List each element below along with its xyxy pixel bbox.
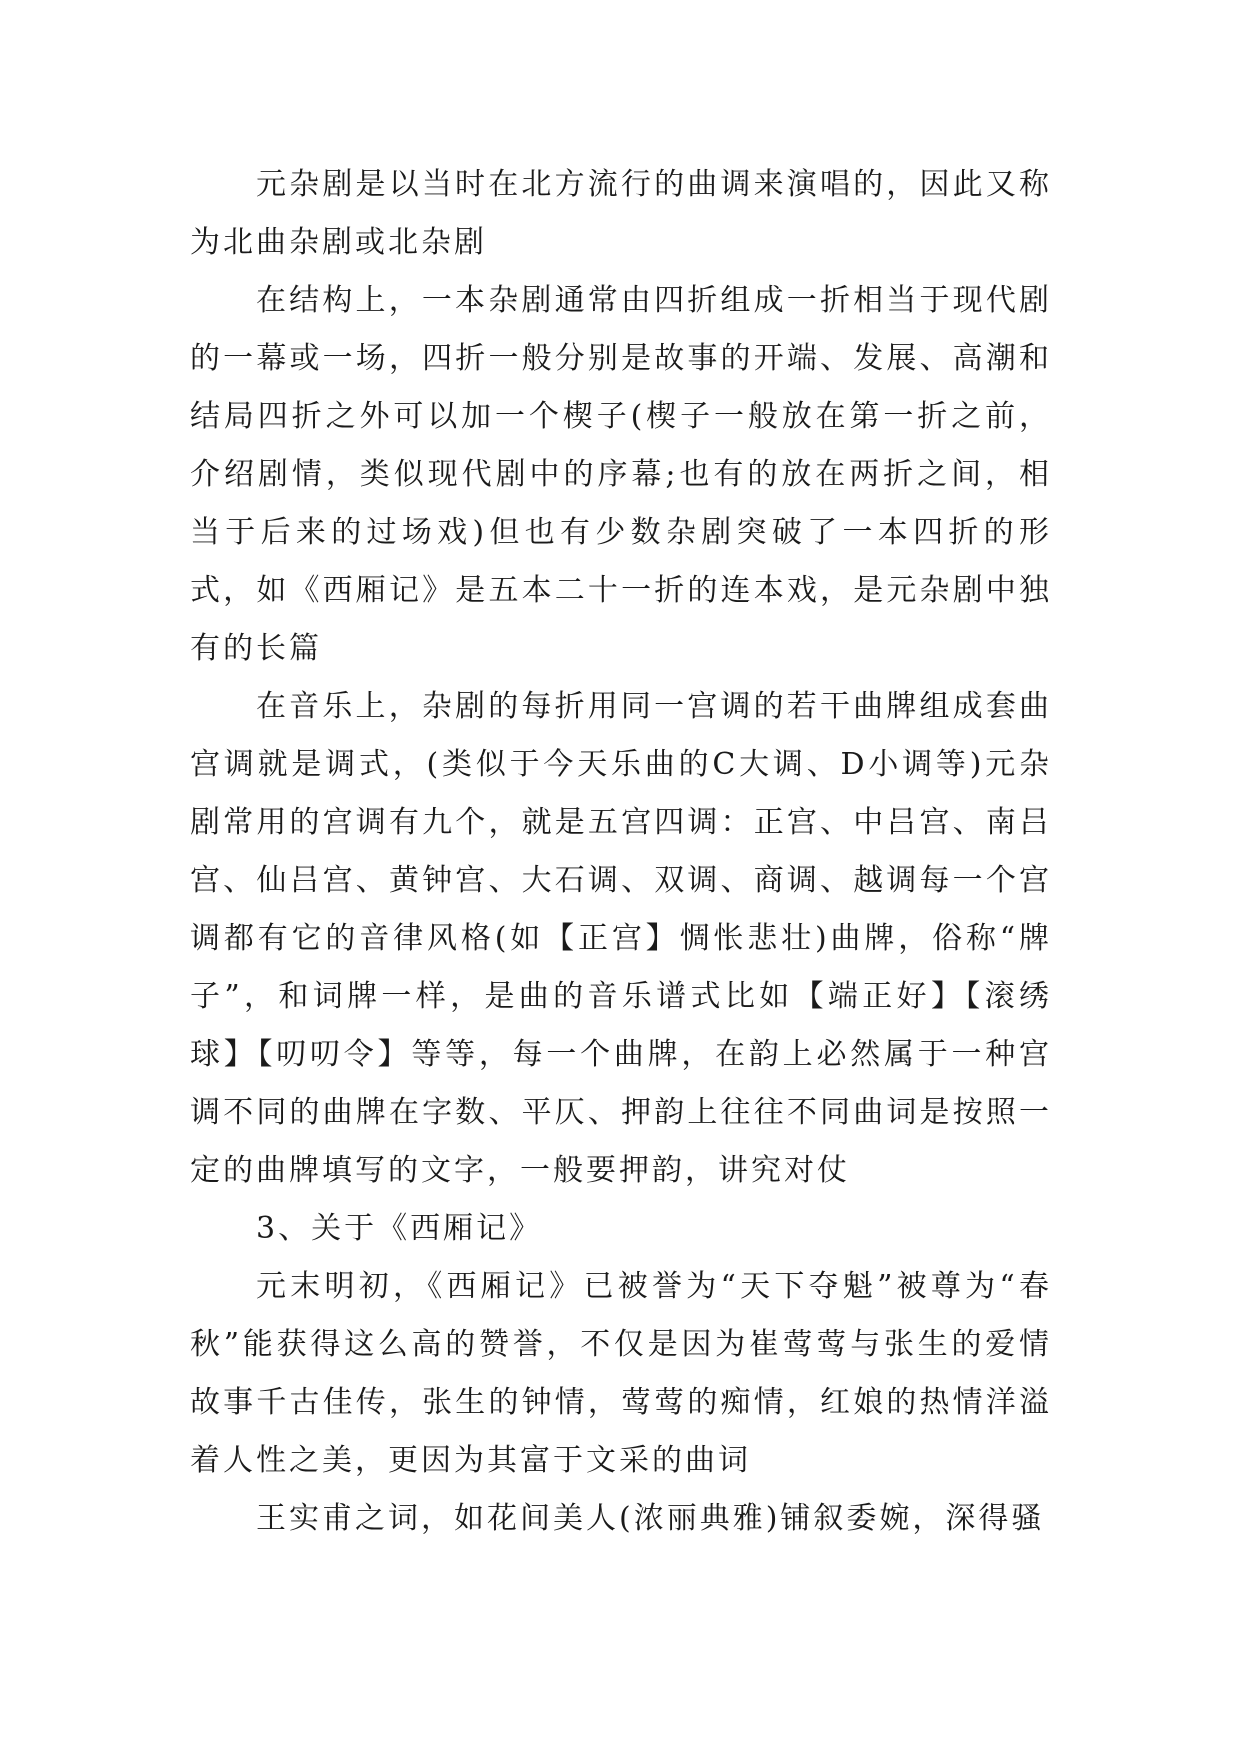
paragraph-music: 在音乐上，杂剧的每折用同一宫调的若干曲牌组成套曲宫调就是调式，(类似于今天乐曲的C大调、D小调等)元杂剧常用的宫调有九个，就是五宫四调：正宫、中吕宫、南吕宫、仙吕宫、黄钟宫、大石调、双调、商调、越调每一个宫调都有它的音律风格(如【正宫】惆怅悲壮)曲牌，俗称“牌子”，和词牌一样，是曲的音乐谱式比如【端正好】【滚绣球】【叨叨令】等等，每一个曲牌，在韵上必然属于一种宫调不同的曲牌在字数、平仄、押韵上往往不同曲词是按照一定的曲牌填写的文字，一般要押韵，讲究对仗 bbox=[190, 689, 1052, 1188]
paragraph-wang-shifu: 王实甫之词，如花间美人(浓丽典雅)铺叙委婉，深得骚 bbox=[256, 1501, 1045, 1536]
paragraph-structure: 在结构上，一本杂剧通常由四折组成一折相当于现代剧的一幕或一场，四折一般分别是故事的开端、发展、高潮和结局四折之外可以加一个楔子(楔子一般放在第一折之前，介绍剧情，类似现代剧中的序幕;也有的放在两折之间，相当于后来的过场戏)但也有少数杂剧突破了一本四折的形式，如《西厢记》是五本二十一折的连本戏，是元杂剧中独有的长篇 bbox=[190, 283, 1052, 666]
paragraph-xixiangji-praise: 元末明初，《西厢记》已被誉为“天下夺魁”被尊为“春秋”能获得这么高的赞誉，不仅是因为崔莺莺与张生的爱情故事千古佳传，张生的钟情，莺莺的痴情，红娘的热情洋溢着人性之美，更因为其富于文采的曲词 bbox=[190, 1269, 1052, 1478]
paragraph-yuan-zaju-intro: 元杂剧是以当时在北方流行的曲调来演唱的，因此又称为北曲杂剧或北杂剧 bbox=[190, 167, 1052, 260]
document-body bbox=[190, 156, 1052, 1548]
section-heading-xixiangji: 3、关于《西厢记》 bbox=[256, 1211, 543, 1246]
